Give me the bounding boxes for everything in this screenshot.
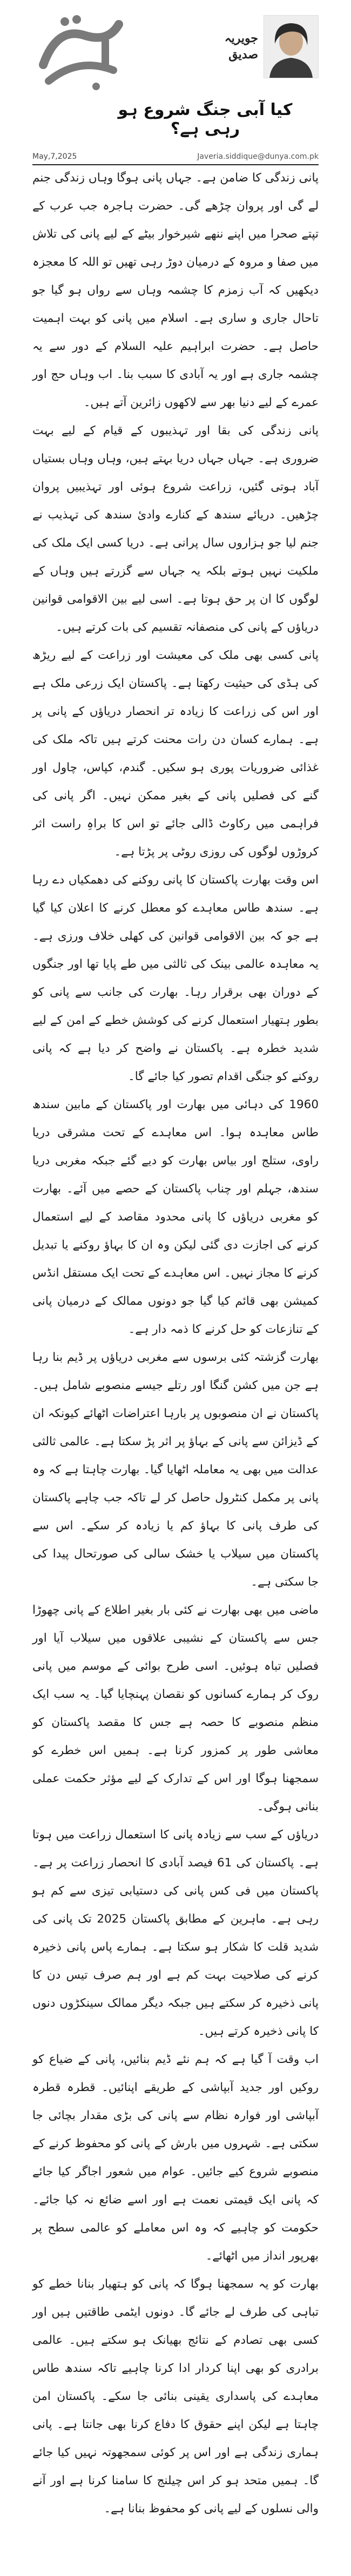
article-body [32, 157, 319, 2523]
dunya-logo-icon [32, 5, 130, 95]
column-header [32, 0, 319, 161]
article-paragraph: اب وقت آ گیا ہے کہ ہم نئے ڈیم بنائیں، پانی کے ضیاع کو روکیں اور جدید آبپاشی کے طریقے اپنائیں۔ قطرہ قطرہ آبپاشی اور فوارہ نظام سے پانی کی بڑی مقدار بچائی جا سکتی ہے۔ شہروں میں بارش کے پانی کو محفوظ کرنے کے منصوبے شروع کیے جائیں۔ عوام میں شعور اجاگر کیا جائے کہ پانی ایک قیمتی نعمت ہے اور اسے ضائع نہ کیا جائے۔ حکومت کو چاہیے کہ وہ اس معاملے کو عالمی سطح پر بھرپور انداز میں اٹھائے۔ [32, 2053, 319, 2263]
article-paragraph: 1960 کی دہائی میں بھارت اور پاکستان کے مابین سندھ طاس معاہدہ ہوا۔ اس معاہدے کے تحت مشرقی دریا راوی، ستلج اور بیاس بھارت کو دیے گئے جبکہ مغربی دریا سندھ، جہلم اور چناب پاکستان کے حصے میں آئے۔ بھارت کو مغربی دریاؤں کا پانی محدود مقاصد کے لیے استعمال کرنے کی اجازت دی گئی لیکن وہ ان کا بہاؤ روکنے یا تبدیل کرنے کا مجاز نہیں۔ اس معاہدے کے تحت ایک مستقل انڈس کمیشن بھی قائم کیا گیا جو دونوں ممالک کے درمیان پانی کے تنازعات کو حل کرنے کا ذمہ دار ہے۔ [32, 1098, 319, 1336]
author-name: جویریہ صدیق [224, 31, 258, 62]
publish-date: May,7,2025 [32, 152, 77, 161]
dunya-logo [32, 5, 130, 95]
header-divider [32, 164, 319, 165]
article-paragraph: پانی زندگی کی بقا اور تہذیبوں کے قیام کے لیے بہت ضروری ہے۔ جہاں جہاں دریا بہتے ہیں، وہاں وہاں بستیاں آباد ہوتی گئیں، زراعت شروع ہوئی اور تہذیبیں پروان چڑھیں۔ دریائے سندھ کے کنارے وادیٔ سندھ کی تہذیب نے جنم لیا جو ہزاروں سال پرانی ہے۔ دریا کسی ایک ملک کی ملکیت نہیں ہوتے بلکہ یہ جہاں سے گزرتے ہیں وہاں کے لوگوں کا ان پر حق ہوتا ہے۔ اسی لیے بین الاقوامی قوانین دریاؤں کے پانی کی منصفانہ تقسیم کی بات کرتے ہیں۔ [32, 424, 319, 634]
article-paragraph: اس وقت بھارت پاکستان کا پانی روکنے کی دھمکیاں دے رہا ہے۔ سندھ طاس معاہدے کو معطل کرنے کا اعلان کیا گیا ہے جو کہ بین الاقوامی قوانین کی کھلی خلاف ورزی ہے۔ یہ معاہدہ عالمی بینک کی ثالثی میں طے پایا تھا اور جنگوں کے دوران بھی برقرار رہا۔ بھارت کی جانب سے پانی کو بطور ہتھیار استعمال کرنے کی کوشش خطے کے امن کے لیے شدید خطرہ ہے۔ پاکستان نے واضح کر دیا ہے کہ پانی روکنے کو جنگی اقدام تصور کیا جائے گا۔ [32, 873, 319, 1083]
article-paragraph: پانی کسی بھی ملک کی معیشت اور زراعت کے لیے ریڑھ کی ہڈی کی حیثیت رکھتا ہے۔ پاکستان ایک زرعی ملک ہے اور اس کی زراعت کا زیادہ تر انحصار دریاؤں کے پانی پر ہے۔ ہمارے کسان دن رات محنت کرتے ہیں تاکہ ملک کی غذائی ضروریات پوری ہو سکیں۔ گندم، کپاس، چاول اور گنے کی فصلیں پانی کے بغیر ممکن نہیں۔ اگر پانی کی فراہمی میں رکاوٹ ڈالی جائے تو اس کا براہِ راست اثر کروڑوں لوگوں کی روزی روٹی پر پڑتا ہے۔ [32, 649, 319, 859]
meta-row [32, 152, 319, 161]
column-title: کیا آبی جنگ شروع ہو رہی ہے؟ [118, 100, 293, 138]
article-paragraph: ماضی میں بھی بھارت نے کئی بار بغیر اطلاع کے پانی چھوڑا جس سے پاکستان کے نشیبی علاقوں میں سیلاب آیا اور فصلیں تباہ ہوئیں۔ اسی طرح بوائی کے موسم میں پانی روک کر ہمارے کسانوں کو نقصان پہنچایا گیا۔ یہ سب ایک منظم منصوبے کا حصہ ہے جس کا مقصد پاکستان کو معاشی طور پر کمزور کرنا ہے۔ ہمیں اس خطرے کو سمجھنا ہوگا اور اس کے تدارک کے لیے مؤثر حکمت عملی بنانی ہوگی۔ [32, 1603, 319, 1813]
article-paragraph: بھارت کو یہ سمجھنا ہوگا کہ پانی کو ہتھیار بنانا خطے کو تباہی کی طرف لے جائے گا۔ دونوں ایٹمی طاقتیں ہیں اور کسی بھی تصادم کے نتائج بھیانک ہو سکتے ہیں۔ عالمی برادری کو بھی اپنا کردار ادا کرنا چاہیے تاکہ سندھ طاس معاہدے کی پاسداری یقینی بنائی جا سکے۔ پاکستان امن چاہتا ہے لیکن اپنے حقوق کا دفاع کرنا بھی جانتا ہے۔ پانی ہماری زندگی ہے اور اس پر کوئی سمجھوتہ نہیں کیا جائے گا۔ ہمیں متحد ہو کر اس چیلنج کا سامنا کرنا ہے اور آنے والی نسلوں کے لیے پانی کو محفوظ بنانا ہے۔ [32, 2277, 319, 2516]
author-portrait-icon [264, 16, 318, 78]
author-email[interactable]: Javeria.siddique@dunya.com.pk [197, 152, 319, 161]
author-block [199, 15, 319, 78]
header-top [32, 5, 319, 97]
article-paragraph: پانی زندگی کا ضامن ہے۔ جہاں پانی ہوگا وہاں زندگی جنم لے گی اور پروان چڑھے گی۔ حضرت ہاجرہ جب عرب کے تپتے صحرا میں اپنے ننھے شیرخوار بیٹے کے لیے پانی کی تلاش میں صفا و مروہ کے درمیان دوڑ رہی تھیں تو اللہ کا معجزہ دیکھیں کہ آب زمزم کا چشمہ وہاں سے رواں ہو گیا جو تاحال جاری و ساری ہے۔ اسلام میں پانی کو بہت اہمیت حاصل ہے۔ حضرت ابراہیم علیہ السلام کے دور سے یہ چشمہ جاری ہے اور یہ آبادی کا سبب بنا۔ اب وہاں حج اور عمرے کے لیے دنیا بھر سے لاکھوں زائرین آتے ہیں۔ [32, 171, 319, 409]
article-paragraph: بھارت گزشتہ کئی برسوں سے مغربی دریاؤں پر ڈیم بنا رہا ہے جن میں کشن گنگا اور رتلے جیسے منصوبے شامل ہیں۔ پاکستان نے ان منصوبوں پر بارہا اعتراضات اٹھائے کیونکہ ان کے ڈیزائن سے پانی کے بہاؤ پر اثر پڑ سکتا ہے۔ عالمی ثالثی عدالت میں بھی یہ معاملہ اٹھایا گیا۔ بھارت چاہتا ہے کہ وہ پانی پر مکمل کنٹرول حاصل کر لے تاکہ جب چاہے پاکستان کی طرف پانی کا بہاؤ کم یا زیادہ کر سکے۔ اس سے پاکستان میں سیلاب یا خشک سالی کی صورتحال پیدا کی جا سکتی ہے۔ [32, 1351, 319, 1589]
article-paragraph: دریاؤں کے سب سے زیادہ پانی کا استعمال زراعت میں ہوتا ہے۔ پاکستان کی 61 فیصد آبادی کا انحصار زراعت پر ہے۔ پاکستان میں فی کس پانی کی دستیابی تیزی سے کم ہو رہی ہے۔ ماہرین کے مطابق پاکستان 2025 تک پانی کی شدید قلت کا شکار ہو سکتا ہے۔ ہمارے پاس پانی ذخیرہ کرنے کی صلاحیت بہت کم ہے اور ہم صرف تیس دن کا پانی ذخیرہ کر سکتے ہیں جبکہ دیگر ممالک سینکڑوں دنوں کا پانی ذخیرہ کرتے ہیں۔ [32, 1828, 319, 2038]
author-photo [264, 15, 319, 78]
